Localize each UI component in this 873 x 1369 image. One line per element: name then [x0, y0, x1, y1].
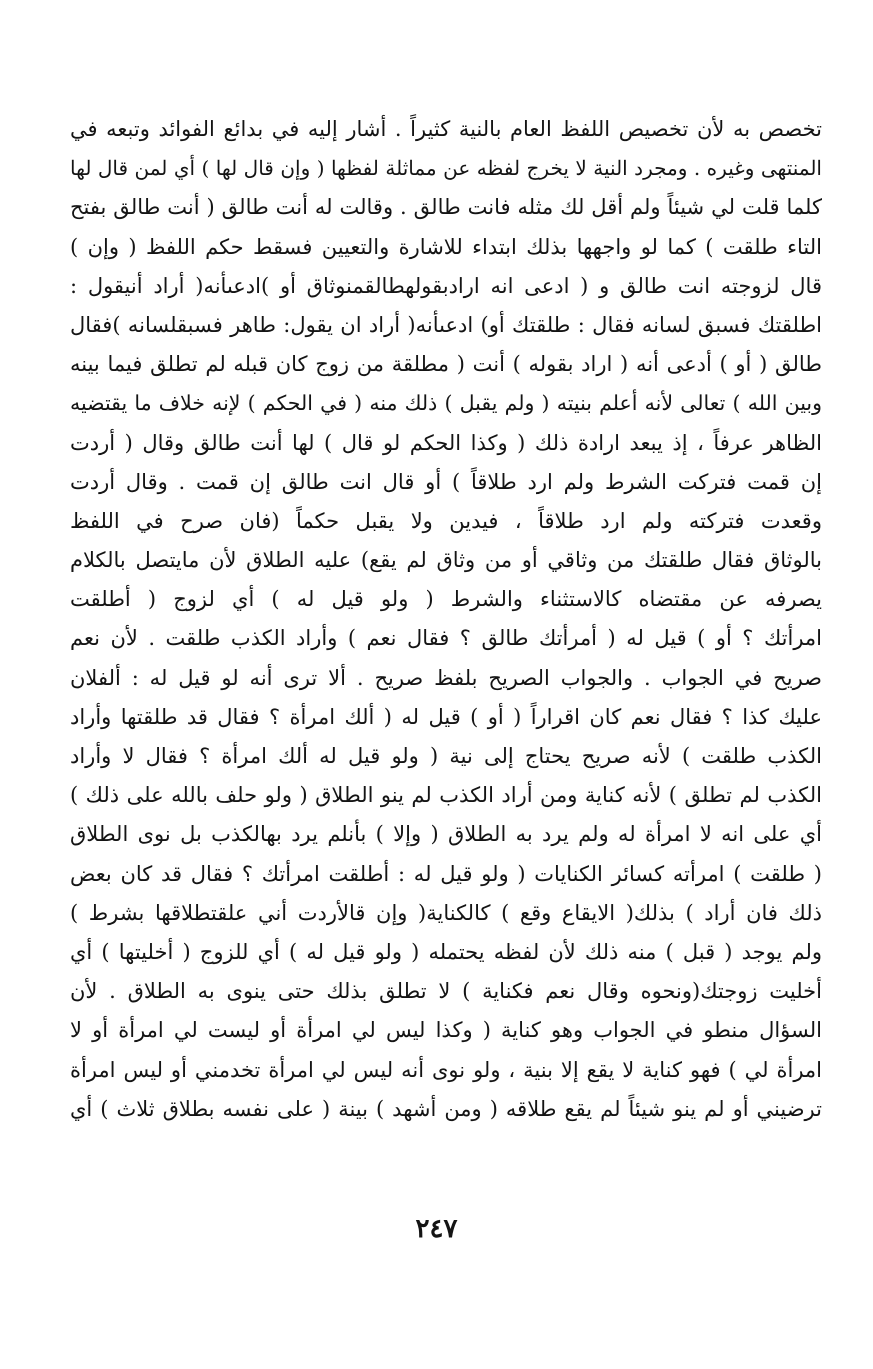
text-line: عليك كذا ؟ فقال نعم كان اقراراً ( أو ) قيل له ( ألك امرأة ؟ فقال قد طلقتها وأراد [70, 704, 822, 729]
text-line: المنتهى وغيره . ومجرد النية لا يخرج لفظه عن مماثلة لفظها ( وإن قال لها ) أي لمن قال لها [70, 156, 822, 181]
text-line: أي على انه لا امرأة له ولم يرد به الطلاق ( وإلا ) بأنلم يرد بهالكذب بل نوى الطلاق [70, 822, 822, 847]
text-line: ذلك فان أراد ) بذلك( الايقاع وقع ) كالكناية( وإن قالأردت أني علقتطلاقها بشرط ) [70, 900, 822, 925]
text-line: ولم يوجد ( قبل ) منه ذلك لأن لفظه يحتمله ( ولو قيل له ) أي للزوج ( أخليتها ) أي [70, 939, 822, 964]
body-text [70, 110, 822, 1129]
page-number: ٢٤٧ [415, 1214, 458, 1244]
text-line: تخصص به لأن تخصيص اللفظ العام بالنية كثيراً . أشار إليه في بدائع الفوائد وتبعه في [70, 117, 822, 141]
text-line: الكذب طلقت ) لأنه صريح يحتاج إلى نية ( ولو قيل له ألك امرأة ؟ فقال لا وأراد [70, 744, 822, 768]
text-line: الكذب لم تطلق ) لأنه كناية ومن أراد الكذب لم ينو الطلاق ( ولو حلف بالله على ذلك ) [70, 783, 822, 808]
text-line: كلما قلت لي شيئاً ولم أقل لك مثله فانت طالق . وقالت له أنت طالق ( أنت طالق بفتح [70, 195, 822, 220]
text-line: صريح في الجواب . والجواب الصريح بلفظ صريح . ألا ترى أنه لو قيل له : ألفلان [70, 665, 822, 690]
text-line: ( طلقت ) امرأته كسائر الكنايات ( ولو قيل له : أطلقت امرأتك ؟ فقال قد كان بعض [70, 861, 822, 886]
text-line: بالوثاق فقال طلقتك من وثاقي أو من وثاق لم يقع) عليه الطلاق لأن مايتصل بالكلام [70, 548, 822, 573]
text-line: طالق ( أو ) أدعى أنه ( اراد بقوله ) أنت ( مطلقة من زوج كان قبله لم تطلق فيما بينه [70, 352, 822, 377]
text-line: إن قمت فتركت الشرط ولم ارد طلاقاً ) أو قال انت طالق إن قمت . وقال أردت [70, 469, 822, 494]
text-line: امرأتك ؟ أو ) قيل له ( أمرأتك طالق ؟ فقال نعم ) وأراد الكذب طلقت . لأن نعم [70, 626, 822, 651]
text-line: ترضيني أو لم ينو شيئاً لم يقع طلاقه ( ومن أشهد ) بينة ( على نفسه بطلاق ثلاث ) أي [70, 1096, 822, 1121]
text-line: امرأة لي ) فهو كناية لا يقع إلا بنية ، ولو نوى أنه ليس لي امرأة تخدمني أو ليس امرأة [70, 1057, 822, 1082]
text-line: التاء طلقت ) كما لو واجهها بذلك ابتداء للاشارة والتعيين فسقط حكم اللفظ ( وإن ) [70, 234, 822, 259]
text-line: أخليت زوجتك(ونحوه وقال نعم فكناية ) لا تطلق بذلك حتى ينوى به الطلاق . لأن [70, 979, 822, 1004]
text-line: اطلقتك فسبق لسانه فقال : طلقتك أو) ادعىأنه( أراد ان يقول: طاهر فسبقلسانه )فقال [70, 312, 822, 337]
text-line: الظاهر عرفاً ، إذ يبعد ارادة ذلك ( وكذا الحكم لو قال ) لها أنت طالق وقال ( أردت [70, 430, 822, 455]
text-line: قال لزوجته انت طالق و ( ادعى انه ارادبقولهطالقمنوثاق أو )ادعىأنه( أراد أنيقول : [70, 273, 822, 298]
text-line: وقعدت فتركته ولم ارد طلاقاً ، فيدين ولا يقبل حكماً (فان صرح في اللفظ [70, 508, 822, 533]
text-line: السؤال منطو في الجواب وهو كناية ( وكذا ليس لي امرأة أو ليست لي امرأة أو لا [70, 1018, 822, 1043]
text-line: وبين الله ) تعالى لأنه أعلم بنيته ( ولم يقبل ) ذلك منه ( في الحكم ) لإنه خلاف ما يقتضيه [70, 391, 822, 416]
text-line: يصرفه عن مقتضاه كالاستثناء والشرط ( ولو قيل له ) أي لزوج ( أطلقت [70, 587, 822, 612]
